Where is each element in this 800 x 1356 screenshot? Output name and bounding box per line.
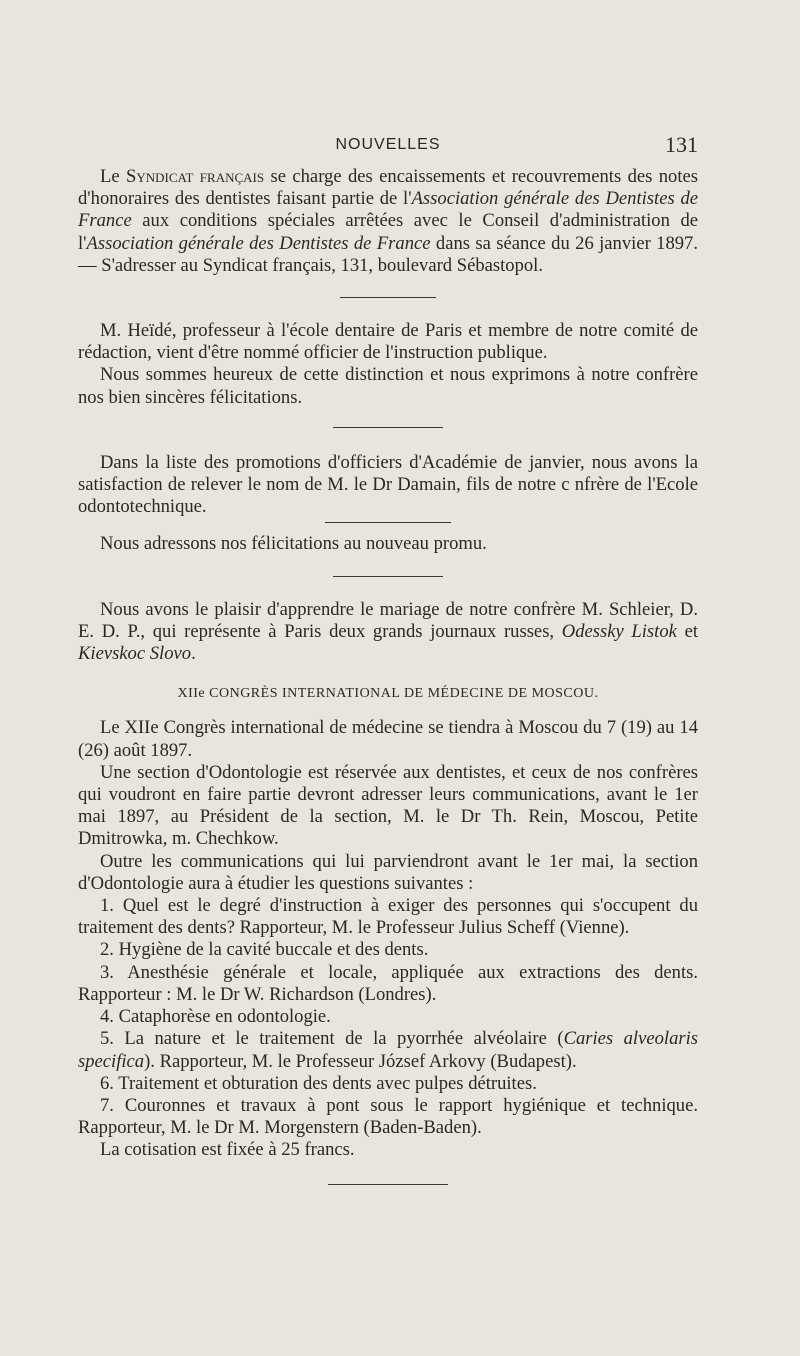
syndicat-text-2: aux conditions spéciales arrêtées avec le Conseil d'administration de l' (78, 210, 698, 254)
mariage-text-2: et (676, 620, 698, 642)
page-content (78, 166, 698, 1185)
congress-paragraph-2: Une section d'Odontologie est réservée aux dentistes, et ceux de nos confrères qui voudront en faire partie devront adresser leurs communications, avant le 1er mai 1897, au Président de la section, M. le Dr Th. Rein, Moscou, Petite Dmitrowka, m. Chechkow. (78, 761, 698, 850)
running-head: NOUVELLES (335, 136, 441, 153)
page-number: 131 (665, 132, 698, 157)
question-5-text-2: ). Rapporteur, M. le Professeur József Arkovy (Budapest). (144, 1050, 577, 1072)
syndicat-name: Syndicat français (126, 166, 265, 187)
association-name-2: Association générale des Dentistes de France (86, 232, 431, 254)
newspaper-name-1: Odessky Listok (561, 620, 677, 642)
syndicat-text-1: se charge des encaissements et recouvrements des notes d'honoraires des dentistes faisant partie de l' (78, 166, 699, 210)
question-4: 4. Cataphorèse en odontologie. (100, 1006, 331, 1028)
syndicat-text-3: dans sa séance du 26 janvier 1897. — S'adresser au Syndicat français, 131, boulevard Sébastopol. (78, 232, 698, 276)
mariage-paragraph (78, 599, 698, 666)
question-7: 7. Couronnes et travaux à pont sous le rapport hygiénique et technique. Rapporteur, M. le Dr M. Morgenstern (Baden-Baden). (78, 1094, 698, 1139)
heide-paragraph-1: M. Heïdé, professeur à l'école dentaire de Paris et membre de notre comité de rédaction, vient d'être nommé officier de l'instruction publique. (78, 320, 698, 364)
cotisation-paragraph: La cotisation est fixée à 25 francs. (100, 1139, 355, 1161)
question-3: 3. Anesthésie générale et locale, appliquée aux extractions des dents. Rapporteur : M. le Dr W. Richardson (Londres). (78, 961, 698, 1005)
syndicat-paragraph (78, 166, 698, 277)
separator-rule (333, 576, 443, 577)
question-5-text-1: 5. La nature et le traitement de la pyorrhée alvéolaire ( (100, 1028, 564, 1050)
syndicat-lead: Le (100, 166, 127, 187)
congress-section-title: XIIe CONGRÈS INTERNATIONAL DE MÉDECINE DE MOSCOU. (177, 686, 599, 702)
question-2: 2. Hygiène de la cavité buccale et des dents. (100, 939, 429, 961)
congress-paragraph-1: Le XIIe Congrès international de médecine se tiendra à Moscou du 7 (19) au 14 (26) août 1897. (78, 717, 698, 761)
association-name-1: Association générale des Dentistes de France (78, 188, 698, 232)
question-6: 6. Traitement et obturation des dents avec pulpes détruites. (100, 1072, 537, 1094)
separator-rule (325, 522, 451, 523)
question-5 (78, 1028, 698, 1072)
mariage-text-3: . (191, 643, 196, 665)
congress-paragraph-3: Outre les communications qui lui parviendront avant le 1er mai, la section d'Odontologie aura à étudier les questions suivantes : (78, 850, 698, 894)
heide-paragraph-2: Nous sommes heureux de cette distinction et nous exprimons à notre confrère nos bien sincères félicitations. (78, 364, 698, 408)
question-1: 1. Quel est le degré d'instruction à exiger des personnes qui s'occupent du traitement des dents? Rapporteur, M. le Professeur Julius Scheff (Vienne). (78, 895, 698, 939)
question-5-latin-term: Caries alveolaris specifica (78, 1028, 698, 1072)
separator-rule (333, 427, 443, 428)
end-rule (328, 1184, 448, 1185)
newspaper-name-2: Kievskoc Slovo (78, 643, 192, 665)
page-header (78, 132, 698, 158)
mariage-text-1: Nous avons le plaisir d'apprendre le mariage de notre confrère M. Schleier, D. E. D. P., qui représente à Paris deux grands journaux russes, (78, 598, 698, 642)
separator-rule (340, 297, 436, 298)
promotions-paragraph-1: Dans la liste des promotions d'officiers d'Académie de janvier, nous avons la satisfaction de relever le nom de M. le Dr Damain, fils de notre c nfrère de l'Ecole odontotechnique. (78, 451, 698, 518)
promotions-paragraph-2: Nous adressons nos félicitations au nouveau promu. (100, 533, 487, 555)
